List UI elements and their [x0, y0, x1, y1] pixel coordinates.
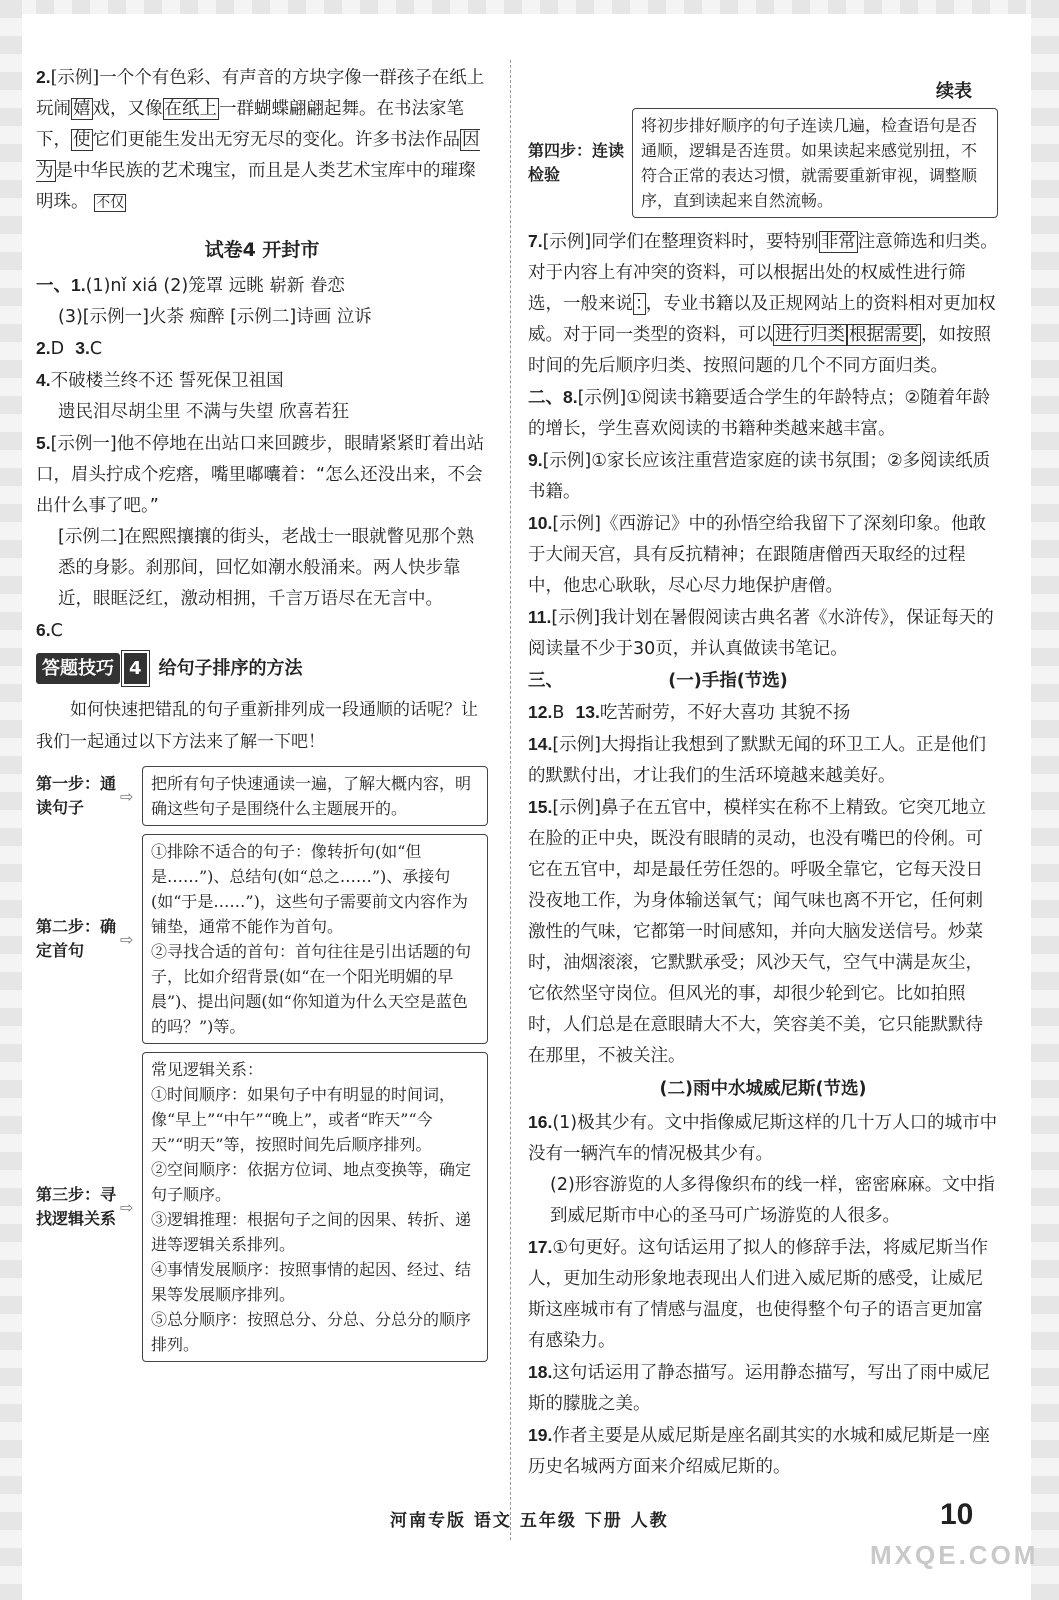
answer-5: 5.[示例一]他不停地在出站口来回踱步，眼睛紧紧盯着出站口，眉头拧成个疙瘩，嘴里嘟囔着：“怎么还没出来，不会出什么事了吧。” [36, 433, 485, 516]
continued-label: 续表 [936, 81, 972, 102]
page-border-left [0, 0, 22, 1600]
tip-title: 给句子排序的方法 [158, 658, 303, 679]
section-3-heading: 三、 (一)手指(节选) [528, 670, 788, 691]
step-4 [528, 108, 998, 218]
section-3b-heading: (二)雨中水城威尼斯(节选) [659, 1079, 867, 1099]
answer-1-part3: (3)[示例一]火荼 痴醉 [示例二]诗画 泣诉 [58, 307, 372, 327]
answer-7: 7.[示例]同学们在整理资料时，要特别 非常 注意筛选和归类。对于内容上有冲突的资料，可以根据出处的权威性进行筛选，一般来说 ： ，专业书籍以及正规网站上的资料相对更加权威。对于同一类型的资料，可以 进行归类 根据需要 ，如按照时间的先后顺序归类、按照问题的几个不同方面归类。 [528, 231, 998, 376]
correction-mark: 嬉 [73, 99, 91, 119]
watermark: MXQE.COM [870, 1540, 1039, 1570]
correction-mark: 因为 [36, 130, 480, 181]
answer-18: 18.这句话运用了静态描写。运用静态描写，写出了雨中威尼斯的朦胧之美。 [528, 1362, 990, 1414]
correction-mark: ： [635, 294, 644, 314]
step-1 [36, 766, 488, 826]
step-box: ①排除不适合的句子：像转折句(如“但是……”)、总结句(如“总之……”)、承接句(如“于是……”)，这些句子需要前文内容作为铺垫，通常不能作为首句。 ②寻找合适的首句：首句往往是引出话题的句子，比如介绍背景(如“在一个阳光明媚的早晨”)、提出问题(如“你知道为什么天空是蓝色的吗？”)等。 [142, 834, 488, 1044]
answer-17: 17.①句更好。这句话运用了拟人的修辞手法，将威尼斯当作人，更加生动形象地表现出人们进入威尼斯的感受，让威尼斯这座城市有了情感与温度，也使得整个句子的语言更加富有感染力。 [528, 1237, 989, 1351]
correction-mark: 在纸上 [164, 99, 217, 119]
page-border-right [1031, 0, 1059, 1600]
answer-4: 4.不破楼兰终不还 誓死保卫祖国 [36, 370, 284, 391]
page-number: 10 [940, 1498, 974, 1531]
left-column [36, 62, 488, 1370]
tip-intro: 如何快速把错乱的句子重新排列成一段通顺的话呢？让我们一起通过以下方法来了解一下吧！ [36, 700, 478, 752]
answer-6: 6.C [36, 620, 63, 641]
answer-8: 二、8.[示例]①阅读书籍要适合学生的年龄特点；②随着年龄的增长，学生喜欢阅读的书籍种类越来越丰富。 [528, 387, 991, 439]
correction-mark: 进行归类 [775, 325, 845, 345]
answer-15: 15.[示例]鼻子在五官中，模样实在称不上精致。它突兀地立在脸的正中央，既没有眼睛的灵动，也没有嘴巴的伶俐。可它在五官中，却是最任劳任怨的。呼吸全靠它，它每天没日没夜地工作，为身体输送氧气；闻气味也离不开它，任何刺激性的气味，它都第一时间感知，并向大脑发送信号。炒菜时，油烟滚滚，它默默承受；风沙天气，空气中满是灰尘，它依然坚守岗位。但风光的事，却很少轮到它。比如拍照时，人们总是在意眼睛大不大，笑容美不美，它只能默默待在那里，不被关注。 [528, 797, 986, 1066]
answer-9: 9.[示例]①家长应该注重营造家庭的读书氛围；②多阅读纸质书籍。 [528, 450, 991, 502]
answer-12-13: 12.B 13.吃苦耐劳，不好大喜功 其貌不扬 [528, 702, 851, 723]
answer-11: 11.[示例]我计划在暑假阅读古典名著《水浒传》，保证每天的阅读量不少于30页，并认真做读书笔记。 [528, 607, 994, 659]
answer-2-revision: 2.[示例]一个个有色彩、有声音的方块字像一群孩子在纸上玩闹 嬉 戏，又像 在纸上 一群蝴蝶翩翩起舞。在书法家笔下， 使 它们更能生发出无穷无尽的变化。许多书法作品 因为 是中华民族的艺术瑰宝，而且是人类艺术宝库中的璀璨明珠。 不仅 [36, 67, 485, 212]
answer-2-3: 2.D 3.C [36, 338, 103, 359]
step-3 [36, 1052, 488, 1362]
step-label: 第一步：通读句子 [36, 774, 117, 817]
arrow-right-icon: ⇨ [120, 1197, 134, 1217]
answer-19: 19.作者主要是从威尼斯是座名副其实的水城和威尼斯是一座历史名城两方面来介绍威尼斯的。 [528, 1425, 990, 1477]
inserted-word: 不仅 [96, 195, 125, 211]
exam-section-title: 试卷4 开封市 [204, 239, 320, 261]
step-2 [36, 834, 488, 1044]
arrow-right-icon: ⇨ [120, 929, 134, 949]
step-box: 把所有句子快速通读一遍，了解大概内容，明确这些句子是围绕什么主题展开的。 [142, 766, 488, 826]
answer-16-part2: (2)形容游览的人多得像织布的线一样，密密麻麻。文中指到威尼斯市中心的圣马可广场游览的人很多。 [550, 1175, 995, 1226]
footer-book-info: 河南专版 语文 五年级 下册 人教 [390, 1511, 669, 1531]
answer-16: 16.(1)极其少有。文中指像威尼斯这样的几十万人口的城市中没有一辆汽车的情况极其少有。 [528, 1112, 998, 1164]
answer-14: 14.[示例]大拇指让我想到了默默无闻的环卫工人。正是他们的默默付出，才让我们的生活环境越来越美好。 [528, 734, 986, 786]
tip-header [36, 651, 488, 686]
step-box: 常见逻辑关系： ①时间顺序：如果句子中有明显的时间词，像“早上”“中午”“晚上”，或者“昨天”“今天”“明天”等，按照时间先后顺序排列。 ②空间顺序：依据方位词、地点变换等，确定句子顺序。 ③逻辑推理：根据句子之间的因果、转折、递进等逻辑关系排列。 ④事情发展顺序：按照事情的起因、经过、结果等发展顺序排列。 ⑤总分顺序：按照总分、分总、分总分的顺序排列。 [142, 1052, 488, 1362]
tip-badge: 答题技巧 [36, 653, 120, 684]
answer-10: 10.[示例]《西游记》中的孙悟空给我留下了深刻印象。他敢于大闹天宫，具有反抗精神；在跟随唐僧西天取经的过程中，他忠心耿耿，尽心尽力地保护唐僧。 [528, 513, 986, 596]
step-label: 第二步：确定首句 [36, 917, 117, 960]
correction-mark: 非常 [820, 232, 856, 252]
correction-mark: 根据需要 [849, 325, 919, 345]
tip-number: 4 [122, 651, 149, 686]
correction-mark: 使 [73, 130, 91, 150]
step-box: 将初步排好顺序的句子连读几遍，检查语句是否通顺，逻辑是否连贯。如果读起来感觉别扭，不符合正常的表达习惯，就需要重新审视，调整顺序，直到读起来自然流畅。 [632, 108, 998, 218]
answer-5-example2: [示例二]在熙熙攘攘的街头，老战士一眼就瞥见那个熟悉的身影。刹那间，回忆如潮水般涌来。两人快步靠近，眼眶泛红，激动相拥，千言万语尽在无言中。 [58, 527, 475, 609]
answer-4-line2: 遗民泪尽胡尘里 不满与失望 欣喜若狂 [58, 402, 350, 422]
arrow-right-icon: ⇨ [120, 786, 134, 806]
column-divider [510, 60, 511, 1540]
right-column [528, 76, 998, 1483]
answer-1: 一、1.(1)nǐ xiá (2)笼罩 远眺 崭新 眷恋 [36, 275, 345, 296]
step-label: 第四步：连读检验 [528, 141, 625, 184]
page-border-top [0, 0, 1059, 14]
step-label: 第三步：寻找逻辑关系 [36, 1185, 117, 1228]
